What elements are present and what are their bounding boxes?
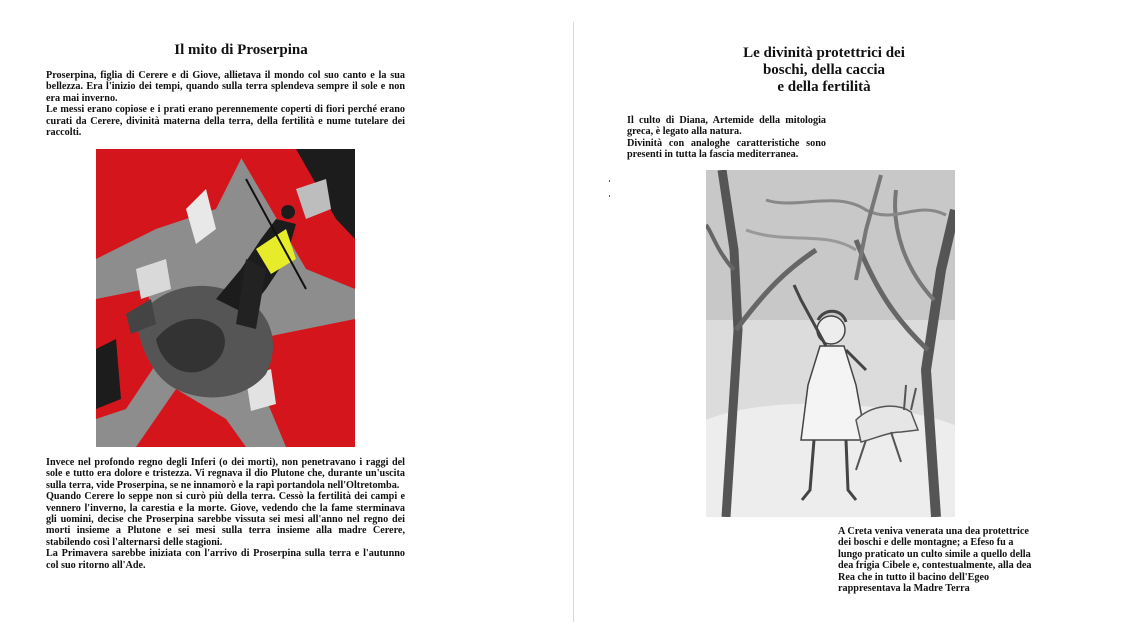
right-page (574, 0, 1138, 639)
proserpina-illustration (96, 149, 355, 447)
story-paragraph: La Primavera sarebbe iniziata con l'arrivo di Proserpina sulla terra e l'autunno col suo ritorno all'Ade. (46, 548, 405, 571)
story-paragraph: Quando Cerere lo seppe non si curò più della terra. Cessò la fertilità dei campi e vennero l'inverno, la carestia e la morte. Giove, vedendo che la fame sterminava gli uomini, decise che Proserpina sarebbe vissuta sei mesi all'anno nel regno dei morti insieme a Plutone e sei mesi sulla terra insieme alla madre Cerere, stabilendo così l'alternarsi delle stagioni. (46, 491, 405, 548)
right-page-title (714, 45, 934, 96)
red-speck (609, 195, 610, 197)
title-line: boschi, della caccia (762, 62, 886, 78)
intro-paragraph: Proserpina, figlia di Cerere e di Giove, allietava il mondo col suo canto e la sua bellezza. Era l'inizio dei tempi, quando sulla terra splendeva sempre il sole e non era mai inverno. (46, 70, 405, 104)
intro-paragraph: Il culto di Diana, Artemide della mitologia greca, è legato alla natura. (627, 115, 826, 138)
right-intro-text (627, 115, 826, 161)
intro-paragraph: Divinità con analoghe caratteristiche sono presenti in tutta la fascia mediterranea. (627, 137, 826, 161)
diana-illustration (706, 170, 955, 517)
red-speck (609, 180, 610, 182)
title-line: e della fertilità (777, 79, 871, 95)
left-page-title: Il mito di Proserpina (174, 42, 308, 58)
left-intro-text (46, 70, 405, 138)
title-line: Le divinità protettrici dei (743, 45, 905, 61)
left-story-text (46, 457, 405, 571)
story-paragraph: Invece nel profondo regno degli Inferi (o dei morti), non penetravano i raggi del sole e tutto era dolore e tristezza. Vi regnava il dio Plutone che, durante un'uscita sulla terra, vide Proserpina, se ne innamorò e la rapì portandola nell'Oltretomba. (46, 457, 405, 491)
right-caption: A Creta veniva venerata una dea protettrice dei boschi e delle montagne; a Efeso fu a lungo praticato un culto simile a quello della dea frigia Cibele e, contestualmente, alla dea Rea che in tutto il bacino dell'Egeo rappresentava la Madre Terra (838, 526, 1032, 595)
intro-paragraph: Le messi erano copiose e i prati erano perennemente coperti di fiori perché erano curati da Cerere, divinità materna della terra, della fertilità e nume tutelare dei raccolti. (46, 104, 405, 139)
